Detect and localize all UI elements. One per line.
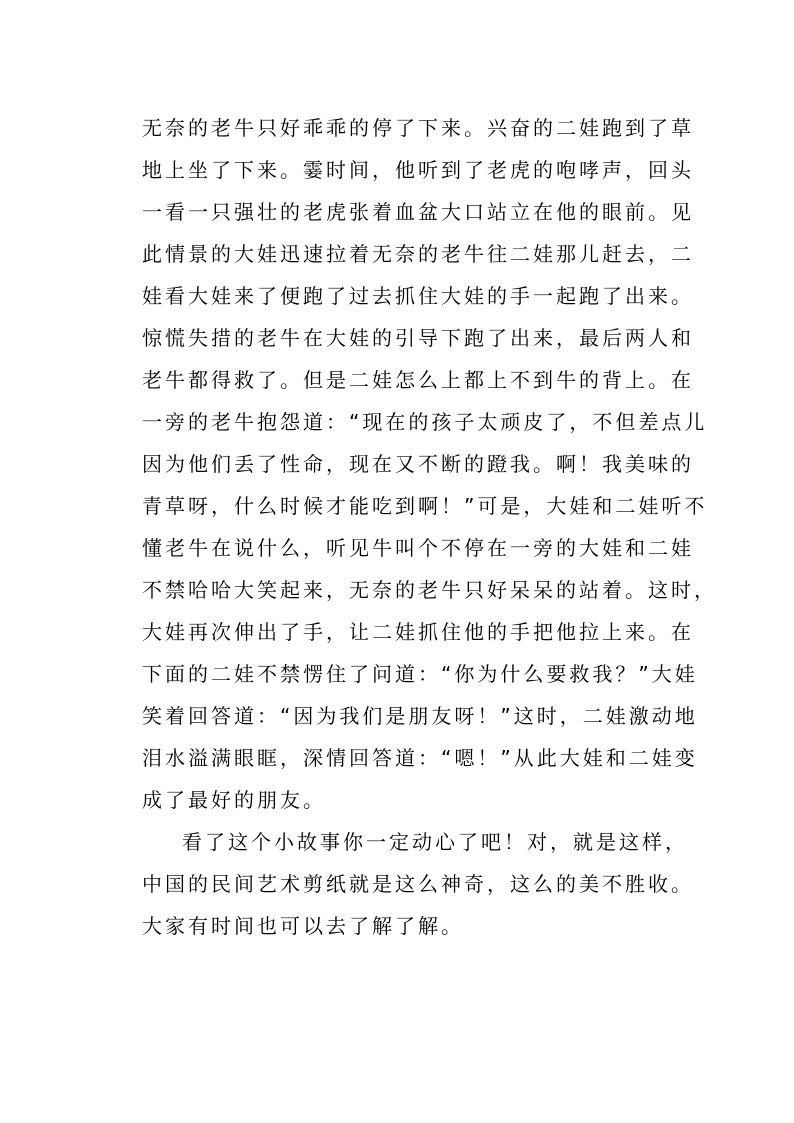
text-line-6: 惊慌失措的老牛在大娃的引导下跑了出来，最后两人和 — [142, 326, 694, 350]
text-line-16: 泪水溢满眼眶，深情回答道：“嗯！”从此大娃和二娃变 — [142, 746, 698, 770]
story-text — [142, 107, 717, 947]
text-line-13: 大娃再次伸出了手，让二娃抓住他的手把他拉上来。在 — [142, 620, 694, 644]
text-line-8: 一旁的老牛抱怨道：“现在的孩子太顽皮了，不但差点儿 — [142, 410, 708, 434]
text-line-4: 此情景的大娃迅速拉着无奈的老牛往二娃那儿赶去，二 — [142, 242, 694, 266]
text-line-7: 老牛都得救了。但是二娃怎么上都上不到牛的背上。在 — [142, 368, 694, 392]
text-line-10: 青草呀，什么时候才能吃到啊！”可是，大娃和二娃听不 — [142, 494, 708, 518]
text-line-1: 无奈的老牛只好乖乖的停了下来。兴奋的二娃跑到了草 — [142, 116, 694, 140]
text-line-17: 成了最好的朋友。 — [142, 788, 326, 812]
text-line-15: 笑着回答道：“因为我们是朋友呀！”这时，二娃激动地 — [142, 704, 698, 728]
text-line-5: 娃看大娃来了便跑了过去抓住大娃的手一起跑了出来。 — [142, 284, 694, 308]
text-line-3: 一看一只强壮的老虎张着血盆大口站立在他的眼前。见 — [142, 200, 694, 224]
text-line-18: 看了这个小故事你一定动心了吧！对，就是这样， — [182, 830, 688, 854]
text-line-19: 中国的民间艺术剪纸就是这么神奇，这么的美不胜收。 — [142, 872, 694, 896]
text-line-11: 懂老牛在说什么，听见牛叫个不停在一旁的大娃和二娃 — [142, 536, 694, 560]
text-line-2: 地上坐了下来。霎时间，他听到了老虎的咆哮声，回头 — [142, 158, 694, 182]
text-line-12: 不禁哈哈大笑起来，无奈的老牛只好呆呆的站着。这时， — [142, 578, 717, 602]
text-line-9: 因为他们丢了性命，现在又不断的蹬我。啊！我美味的 — [142, 452, 694, 476]
text-line-14: 下面的二娃不禁愣住了问道：“你为什么要救我？”大娃 — [142, 662, 698, 686]
text-line-20: 大家有时间也可以去了解了解。 — [142, 914, 464, 938]
